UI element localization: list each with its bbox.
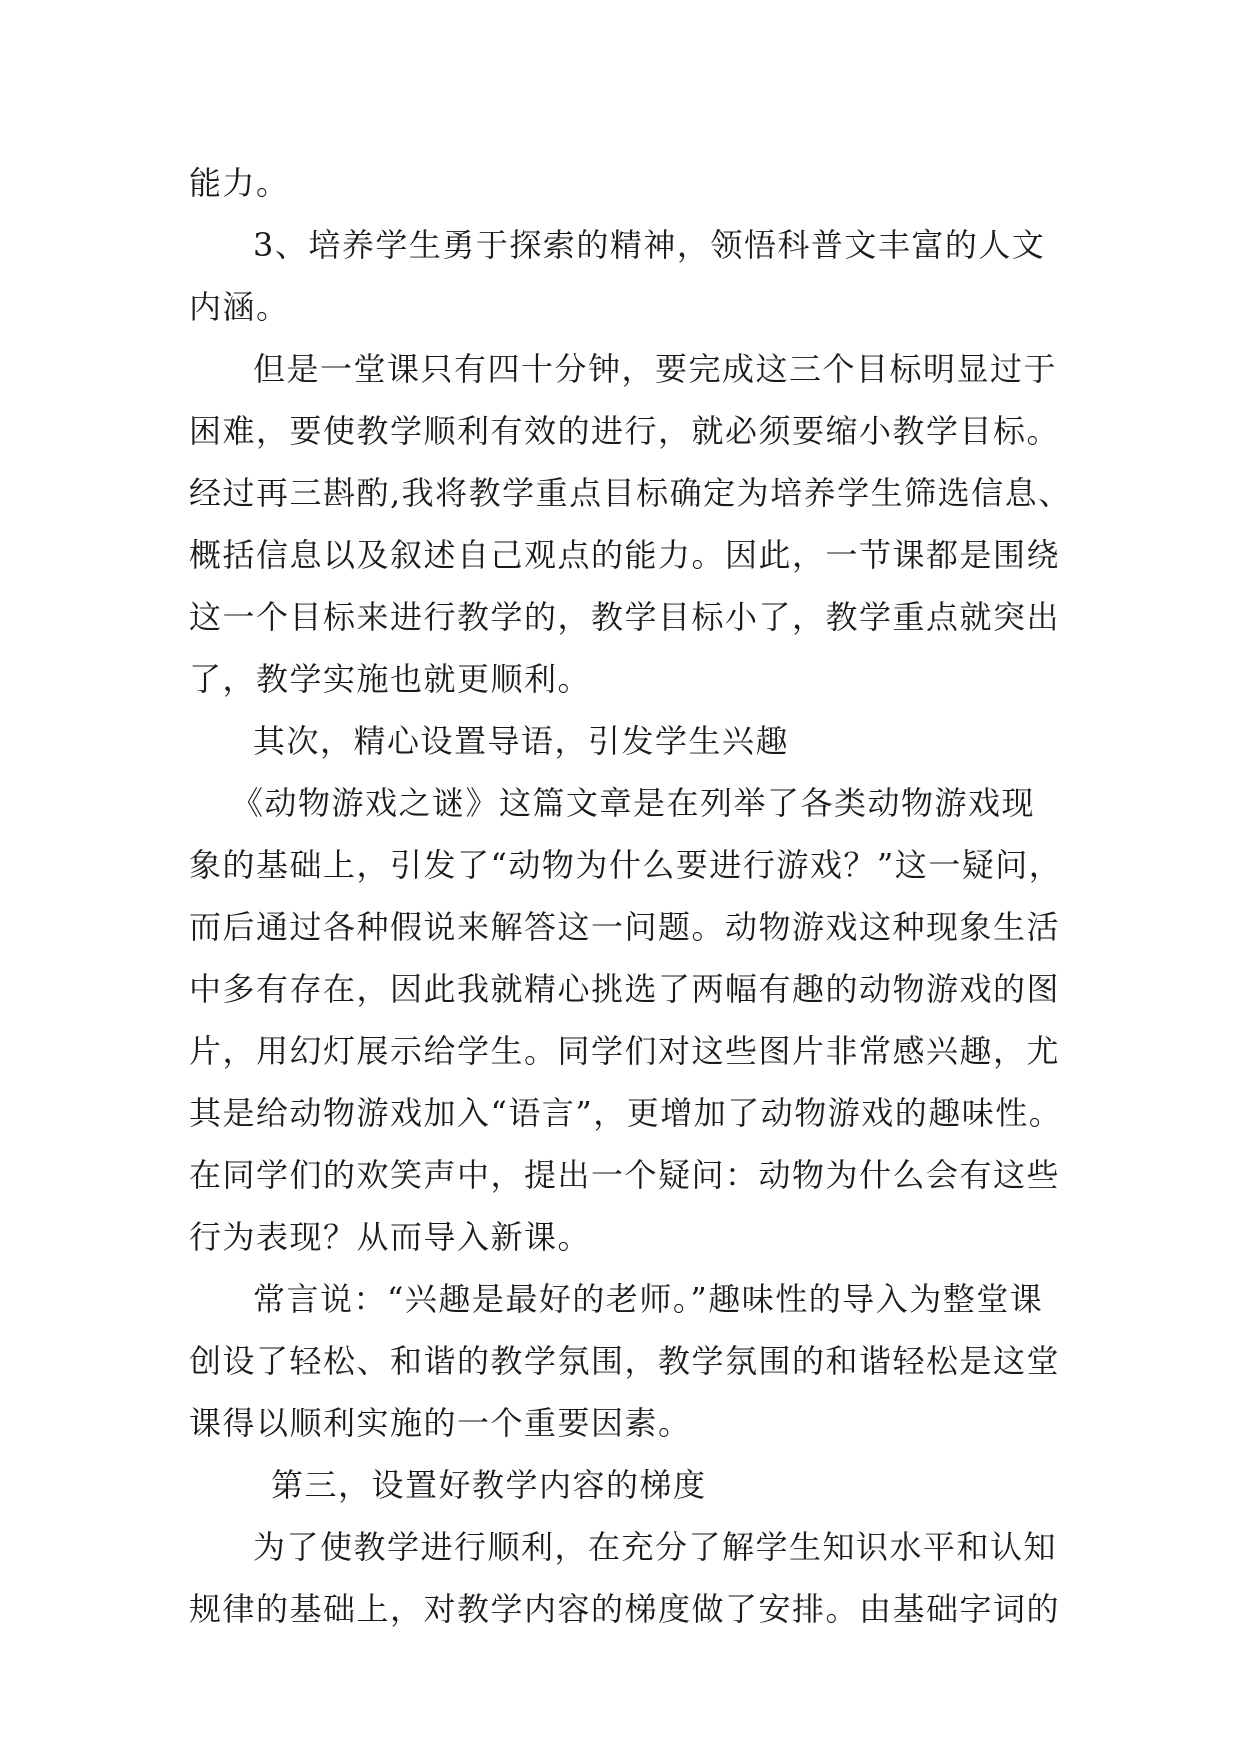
text-line: 但是一堂课只有四十分钟，要完成这三个目标明显过于: [253, 350, 1058, 388]
text-line: 能力。: [189, 164, 290, 202]
text-line: 在同学们的欢笑声中，提出一个疑问：动物为什么会有这些: [189, 1156, 1061, 1194]
text-line: 了，教学实施也就更顺利。: [189, 660, 592, 698]
text-line: 行为表现？从而导入新课。: [189, 1218, 592, 1256]
section-heading: 第三，设置好教学内容的梯度: [271, 1466, 707, 1504]
section-heading: 其次，精心设置导语，引发学生兴趣: [253, 722, 790, 760]
text-line: 经过再三斟酌,我将教学重点目标确定为培养学生筛选信息、: [189, 474, 1072, 512]
text-line: 为了使教学进行顺利，在充分了解学生知识水平和认知: [253, 1528, 1058, 1566]
text-line: 3、培养学生勇于探索的精神，领悟科普文丰富的人文: [253, 226, 1046, 264]
text-line: 创设了轻松、和谐的教学氛围，教学氛围的和谐轻松是这堂: [189, 1342, 1061, 1380]
text-line: 象的基础上，引发了“动物为什么要进行游戏？”这一疑问，: [189, 846, 1063, 884]
text-line: 概括信息以及叙述自己观点的能力。因此，一节课都是围绕: [189, 536, 1061, 574]
text-line: 困难，要使教学顺利有效的进行，就必须要缩小教学目标。: [189, 412, 1061, 450]
text-line: 其是给动物游戏加入“语言”，更增加了动物游戏的趣味性。: [189, 1094, 1063, 1132]
text-line: 而后通过各种假说来解答这一问题。动物游戏这种现象生活: [189, 908, 1061, 946]
text-line: 内涵。: [189, 288, 290, 326]
text-line: 课得以顺利实施的一个重要因素。: [189, 1404, 692, 1442]
text-line: 中多有存在，因此我就精心挑选了两幅有趣的动物游戏的图: [189, 970, 1061, 1008]
text-line: 片，用幻灯展示给学生。同学们对这些图片非常感兴趣，尤: [189, 1032, 1061, 1070]
text-line: 《动物游戏之谜》这篇文章是在列举了各类动物游戏现: [231, 784, 1036, 822]
text-line: 规律的基础上，对教学内容的梯度做了安排。由基础字词的: [189, 1590, 1061, 1628]
text-line: 常言说：“兴趣是最好的老师。”趣味性的导入为整堂课: [253, 1280, 1044, 1318]
text-line: 这一个目标来进行教学的，教学目标小了，教学重点就突出: [189, 598, 1061, 636]
